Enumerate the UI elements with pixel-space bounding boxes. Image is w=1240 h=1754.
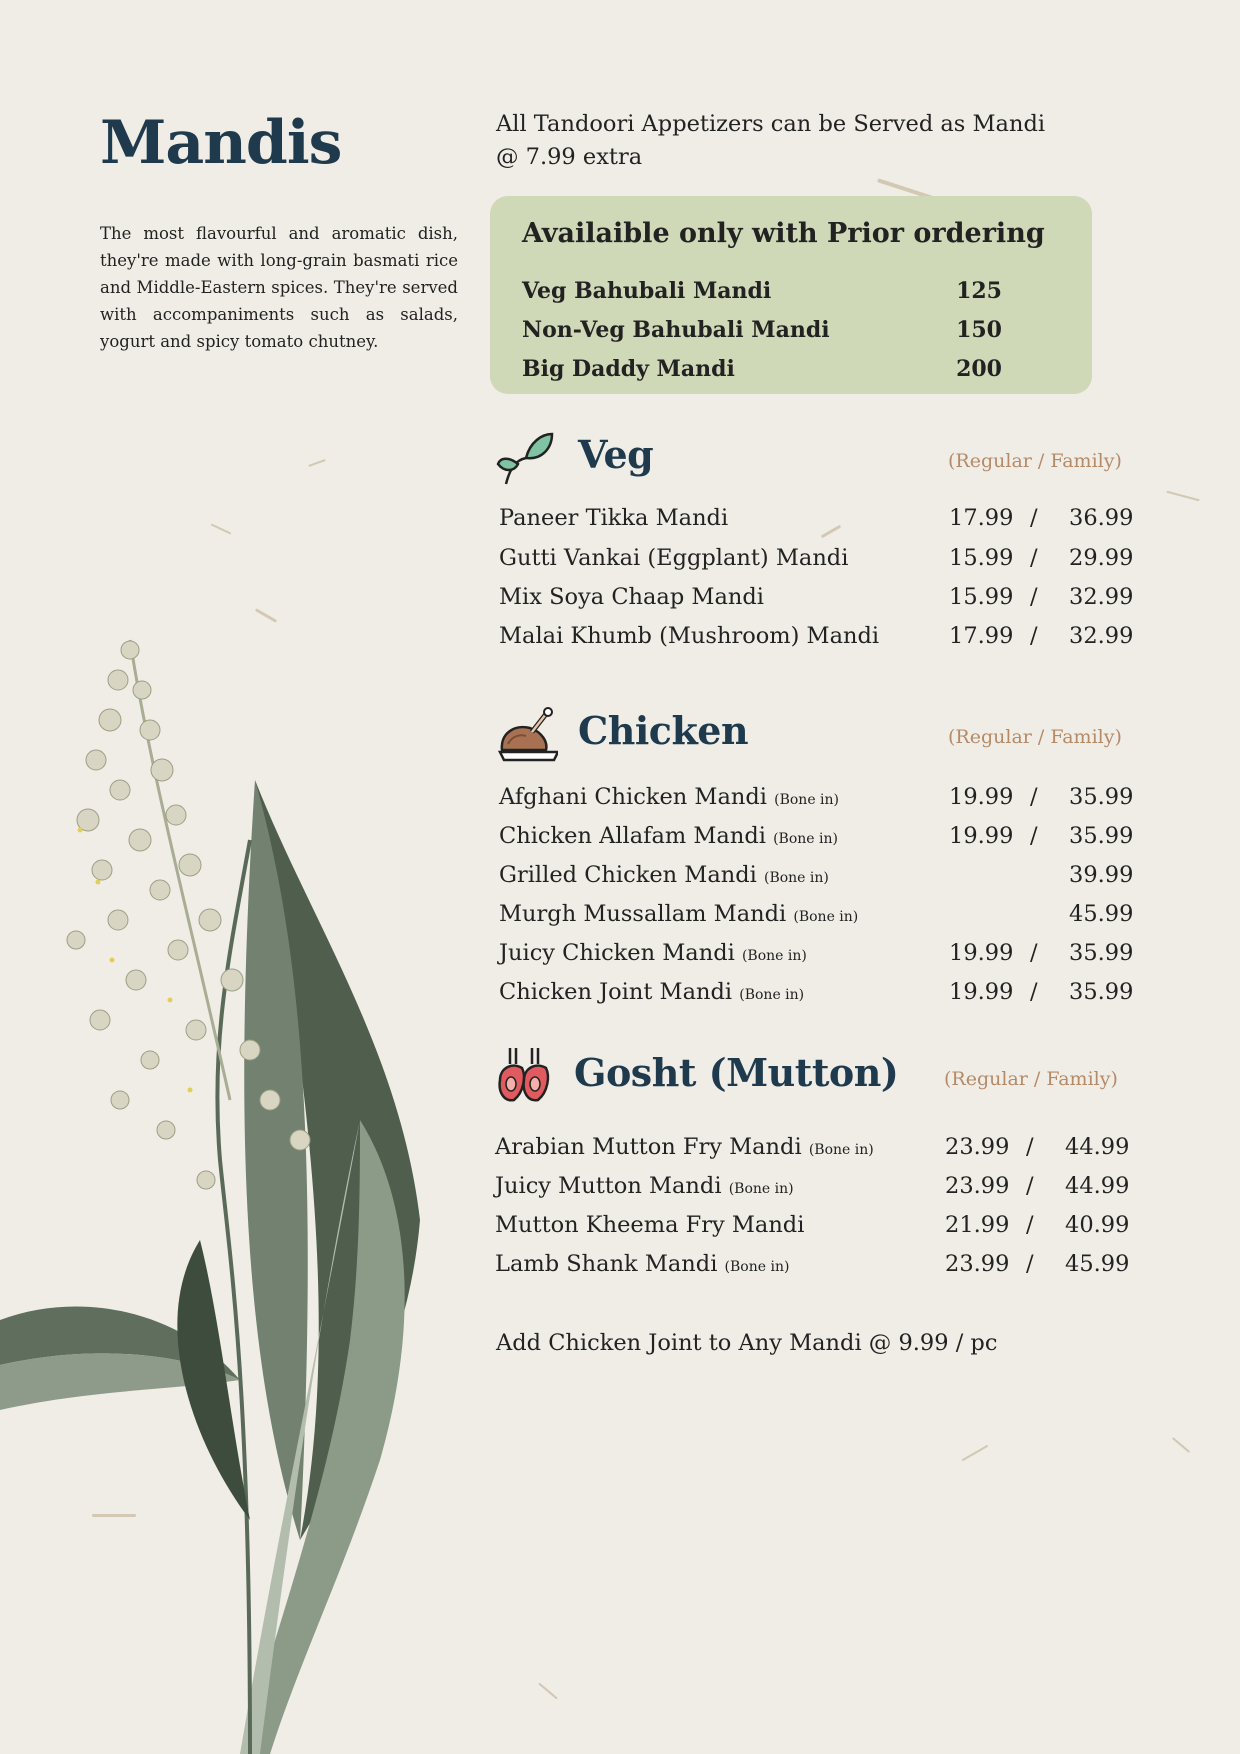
family-price: 32.99 — [1069, 623, 1134, 649]
price-separator: / — [1030, 545, 1038, 571]
bone-in-note: (Bone in) — [728, 1181, 794, 1197]
section-title: Chicken — [578, 708, 749, 753]
item-price: 200 — [956, 356, 1002, 382]
sprout-icon — [496, 428, 558, 490]
regular-price: 23.99 — [945, 1251, 1010, 1277]
price-separator: / — [1030, 623, 1038, 649]
menu-item — [499, 862, 1134, 900]
page-title: Mandis — [100, 108, 342, 178]
item-name: Lamb Shank Mandi (Bone in) — [495, 1251, 790, 1277]
item-price: 125 — [956, 278, 1002, 304]
bone-in-note: (Bone in) — [808, 1142, 874, 1158]
bone-in-note: (Bone in) — [724, 1259, 790, 1275]
regular-price: 19.99 — [949, 979, 1014, 1005]
price-separator: / — [1030, 979, 1038, 1005]
bone-in-note: (Bone in) — [739, 987, 805, 1003]
family-price: 35.99 — [1069, 823, 1134, 849]
regular-price: 19.99 — [949, 784, 1014, 810]
family-price: 35.99 — [1069, 940, 1134, 966]
family-price: 40.99 — [1065, 1212, 1130, 1238]
item-name: Malai Khumb (Mushroom) Mandi — [499, 623, 880, 649]
botanical-illustration — [0, 620, 460, 1754]
regular-price: 17.99 — [949, 623, 1014, 649]
item-name: Paneer Tikka Mandi — [499, 505, 729, 531]
regular-price: 17.99 — [949, 505, 1014, 531]
prior-order-title: Availaible only with Prior ordering — [522, 218, 1045, 249]
family-price: 44.99 — [1065, 1134, 1130, 1160]
family-price: 44.99 — [1065, 1173, 1130, 1199]
bone-in-note: (Bone in) — [793, 909, 859, 925]
menu-item — [499, 784, 1134, 822]
section-title: Veg — [578, 432, 654, 477]
family-price: 36.99 — [1069, 505, 1134, 531]
chicken-section-header — [496, 704, 1136, 768]
price-separator: / — [1030, 940, 1038, 966]
paper-fleck — [962, 1445, 989, 1462]
item-name: Arabian Mutton Fry Mandi (Bone in) — [495, 1134, 874, 1160]
family-price: 29.99 — [1069, 545, 1134, 571]
tandoori-note: All Tandoori Appetizers can be Served as Mandi @ 7.99 extra — [496, 111, 1046, 170]
item-name: Big Daddy Mandi — [522, 356, 735, 382]
bone-in-note: (Bone in) — [774, 792, 840, 808]
family-price: 45.99 — [1069, 901, 1134, 927]
intro-description: The most flavourful and aromatic dish, they're made with long-grain basmati rice and Middle-Eastern spices. They're served with accompaniments such as salads, yogurt and spicy tomato chutney. — [100, 224, 458, 351]
menu-item — [499, 979, 1134, 1017]
item-name: Afghani Chicken Mandi (Bone in) — [499, 784, 840, 810]
item-name: Mix Soya Chaap Mandi — [499, 584, 764, 610]
price-separator: / — [1026, 1134, 1034, 1160]
paper-fleck — [1166, 491, 1199, 502]
item-price: 150 — [956, 317, 1002, 343]
item-name: Chicken Joint Mandi (Bone in) — [499, 979, 805, 1005]
item-name: Gutti Vankai (Eggplant) Mandi — [499, 545, 849, 571]
menu-item — [499, 505, 1134, 543]
item-name: Grilled Chicken Mandi (Bone in) — [499, 862, 829, 888]
regular-price: 19.99 — [949, 823, 1014, 849]
regular-price: 23.99 — [945, 1134, 1010, 1160]
item-name: Chicken Allafam Mandi (Bone in) — [499, 823, 838, 849]
section-title: Gosht (Mutton) — [574, 1050, 899, 1095]
paper-fleck — [1172, 1437, 1190, 1453]
menu-item — [499, 823, 1134, 861]
prior-order-item — [522, 317, 1002, 353]
item-name: Murgh Mussallam Mandi (Bone in) — [499, 901, 859, 927]
family-price: 35.99 — [1069, 979, 1134, 1005]
item-name: Non-Veg Bahubali Mandi — [522, 317, 830, 343]
size-label: (Regular / Family) — [948, 726, 1122, 748]
regular-price: 15.99 — [949, 584, 1014, 610]
bone-in-note: (Bone in) — [763, 870, 829, 886]
menu-item — [499, 901, 1134, 939]
add-on-note: Add Chicken Joint to Any Mandi @ 9.99 / pc — [496, 1330, 998, 1356]
menu-item — [499, 940, 1134, 978]
menu-item — [495, 1212, 1130, 1250]
item-name: Juicy Mutton Mandi (Bone in) — [495, 1173, 794, 1199]
veg-section-header — [496, 428, 1136, 492]
menu-item — [499, 545, 1134, 583]
bone-in-note: (Bone in) — [773, 831, 838, 847]
size-label: (Regular / Family) — [944, 1068, 1118, 1090]
prior-order-item — [522, 356, 1002, 392]
family-price: 32.99 — [1069, 584, 1134, 610]
paper-fleck — [308, 459, 326, 467]
menu-item — [499, 584, 1134, 622]
item-name: Veg Bahubali Mandi — [522, 278, 772, 304]
price-separator: / — [1026, 1251, 1034, 1277]
family-price: 39.99 — [1069, 862, 1134, 888]
menu-item — [495, 1134, 1130, 1172]
paper-fleck — [538, 1683, 558, 1700]
mutton-section-header — [492, 1046, 1132, 1110]
price-separator: / — [1030, 823, 1038, 849]
price-separator: / — [1030, 784, 1038, 810]
paper-fleck — [211, 523, 232, 534]
regular-price: 15.99 — [949, 545, 1014, 571]
regular-price: 21.99 — [945, 1212, 1010, 1238]
price-separator: / — [1026, 1212, 1034, 1238]
family-price: 45.99 — [1065, 1251, 1130, 1277]
price-separator: / — [1026, 1173, 1034, 1199]
price-separator: / — [1030, 505, 1038, 531]
prior-order-item — [522, 278, 1002, 314]
lamb-chops-icon — [492, 1046, 554, 1108]
menu-item — [495, 1251, 1130, 1289]
prior-order-box — [490, 196, 1092, 394]
size-label: (Regular / Family) — [948, 450, 1122, 472]
item-name: Juicy Chicken Mandi (Bone in) — [499, 940, 807, 966]
menu-item — [499, 623, 1134, 661]
regular-price: 19.99 — [949, 940, 1014, 966]
roast-chicken-icon — [496, 704, 558, 766]
bone-in-note: (Bone in) — [741, 948, 807, 964]
regular-price: 23.99 — [945, 1173, 1010, 1199]
item-name: Mutton Kheema Fry Mandi — [495, 1212, 805, 1238]
family-price: 35.99 — [1069, 784, 1134, 810]
price-separator: / — [1030, 584, 1038, 610]
menu-item — [495, 1173, 1130, 1211]
